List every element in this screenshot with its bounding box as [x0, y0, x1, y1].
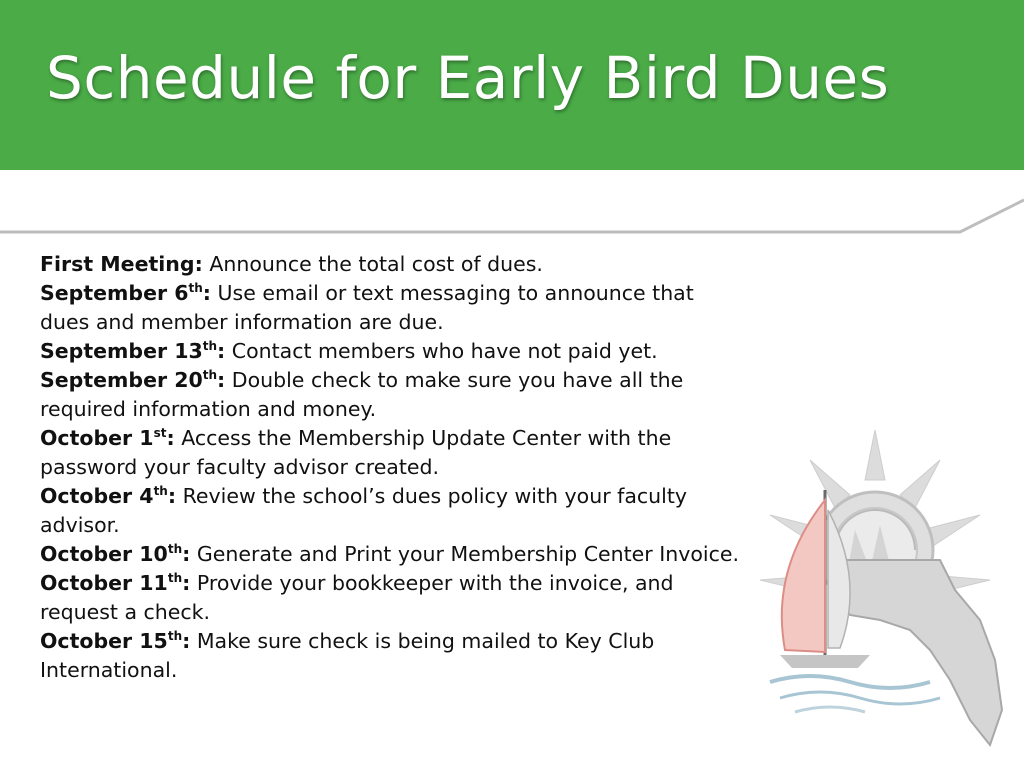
date-suffix: th — [167, 629, 183, 643]
date-suffix: th — [188, 281, 203, 295]
date-suffix: st — [153, 426, 167, 440]
title-banner — [0, 0, 1024, 170]
schedule-date: October 10 — [40, 542, 168, 566]
schedule-text: Provide your bookkeeper with the invoice, and request a check. — [40, 571, 674, 624]
schedule-item: September 13th: Contact members who have not paid yet. — [40, 339, 658, 363]
schedule-date: October 15 — [40, 629, 168, 653]
arrow-ribbon — [0, 168, 1024, 238]
schedule-item: October 1st: Access the Membership Update Center with the password your faculty advisor created. — [40, 426, 672, 479]
schedule-item: October 15th: Make sure check is being mailed to Key Club International. — [40, 629, 655, 682]
schedule-item: September 20th: Double check to make sure you have all the required information and money. — [40, 368, 684, 421]
schedule-text: Review the school’s dues policy with your faculty advisor. — [40, 484, 688, 537]
schedule-date: September 20 — [40, 368, 203, 392]
key-club-florida-logo-icon — [740, 420, 1010, 760]
schedule-text: Contact members who have not paid yet. — [231, 339, 658, 363]
date-suffix: th — [202, 339, 218, 353]
schedule-date: September 6 — [40, 281, 189, 305]
date-suffix: th — [153, 484, 168, 498]
schedule-text: Make sure check is being mailed to Key Club International. — [40, 629, 655, 682]
schedule-date: September 13 — [40, 339, 203, 363]
schedule-date: First Meeting: — [40, 252, 203, 276]
schedule-text: Generate and Print your Membership Center Invoice. — [196, 542, 740, 566]
schedule-date: October 11 — [40, 571, 168, 595]
schedule-text: Use email or text messaging to announce that dues and member information are due. — [40, 281, 694, 334]
schedule-date: October 1 — [40, 426, 154, 450]
schedule-text: Announce the total cost of dues. — [209, 252, 543, 276]
schedule-date: October 4 — [40, 484, 154, 508]
date-suffix: th — [167, 542, 183, 556]
schedule-item: October 10th: Generate and Print your Membership Center Invoice. — [40, 542, 740, 566]
schedule-item: October 11th: Provide your bookkeeper with the invoice, and request a check. — [40, 571, 674, 624]
schedule-item — [40, 250, 740, 279]
schedule-item: September 6th: Use email or text messaging to announce that dues and member information are due. — [40, 281, 694, 334]
schedule-list — [40, 250, 740, 685]
date-suffix: th — [202, 368, 218, 382]
date-suffix: th — [167, 571, 183, 585]
schedule-text: Access the Membership Update Center with the password your faculty advisor created. — [40, 426, 672, 479]
schedule-text: Double check to make sure you have all the required information and money. — [40, 368, 684, 421]
schedule-item: October 4th: Review the school’s dues policy with your faculty advisor. — [40, 484, 688, 537]
slide-title: Schedule for Early Bird Dues — [46, 44, 890, 112]
